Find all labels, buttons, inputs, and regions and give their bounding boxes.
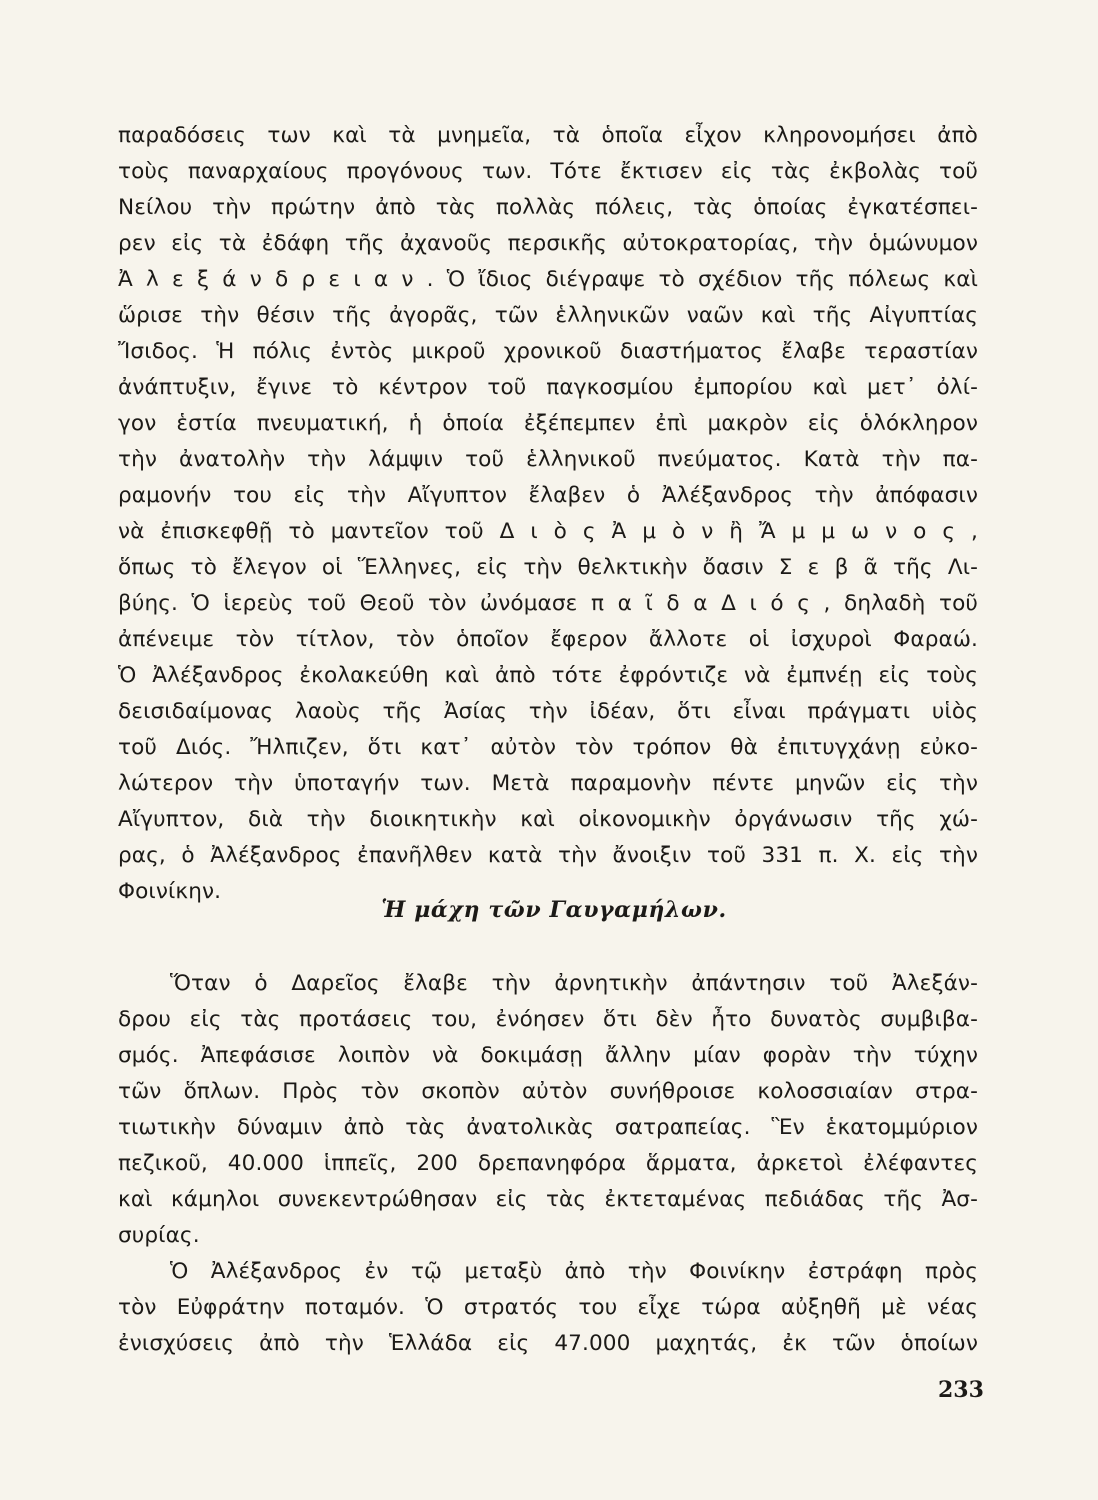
text-line: τὴν ἀνατολὴν τὴν λάμψιν τοῦ ἑλληνικοῦ πνεύματος. Κατὰ τὴν πα- [118, 447, 978, 472]
text-line: Φοινίκην. [118, 879, 222, 904]
text-line: ὥρισε τὴν θέσιν τῆς ἀγορᾶς, τῶν ἑλληνικῶν ναῶν καὶ τῆς Αἰγυπτίας [118, 303, 978, 328]
text-line: καὶ κάμηλοι συνεκεντρώθησαν εἰς τὰς ἐκτεταμένας πεδιάδας τῆς Ἀσ- [118, 1187, 978, 1212]
text-line: ἀνάπτυξιν, ἔγινε τὸ κέντρον τοῦ παγκοσμίου ἐμπορίου καὶ μετ᾽ ὀλί- [118, 375, 978, 400]
text-line: Ἴσιδος. Ἡ πόλις ἐντὸς μικροῦ χρονικοῦ διαστήματος ἔλαβε τεραστίαν [118, 339, 978, 364]
text-line: δεισιδαίμονας λαοὺς τῆς Ἀσίας τὴν ἰδέαν, ὅτι εἶναι πράγματι υἱὸς [118, 699, 978, 724]
text-line: συρίας. [118, 1223, 200, 1248]
section-heading: Ἡ μάχη τῶν Γαυγαμήλων. [381, 897, 727, 923]
text-line: Ὁ Ἀλέξανδρος ἐν τῷ μεταξὺ ἀπὸ τὴν Φοινίκην ἐστράφη πρὸς [170, 1259, 978, 1284]
text-line: ἀπένειμε τὸν τίτλον, τὸν ὁποῖον ἔφερον ἄλλοτε οἱ ἰσχυροὶ Φαραώ. [118, 627, 978, 652]
text-line: σμός. Ἀπεφάσισε λοιπὸν νὰ δοκιμάσῃ ἄλλην μίαν φορὰν τὴν τύχην [118, 1043, 978, 1068]
text-line: δρου εἰς τὰς προτάσεις του, ἐνόησεν ὅτι δὲν ἦτο δυνατὸς συμβιβα- [118, 1007, 978, 1032]
paragraph-1 [118, 118, 978, 910]
text-line: Ἀ λ ε ξ ά ν δ ρ ε ι α ν . Ὁ ἴδιος διέγραψε τὸ σχέδιον τῆς πόλεως καὶ [118, 267, 978, 292]
text-line: Ὁ Ἀλέξανδρος ἐκολακεύθη καὶ ἀπὸ τότε ἐφρόντιζε νὰ ἐμπνέῃ εἰς τοὺς [118, 663, 978, 688]
text-line: Νείλου τὴν πρώτην ἀπὸ τὰς πολλὰς πόλεις, τὰς ὁποίας ἐγκατέσπει- [118, 195, 978, 220]
text-line: γον ἑστία πνευματική, ἡ ὁποία ἐξέπεμπεν ἐπὶ μακρὸν εἰς ὁλόκληρον [118, 411, 978, 436]
paragraph-3 [118, 1254, 978, 1362]
text-line: νὰ ἐπισκεφθῇ τὸ μαντεῖον τοῦ Δ ι ὸ ς Ἀ μ ὸ ν ἢ Ἄ μ μ ω ν ο ς , [118, 519, 978, 544]
page-number: 233 [938, 1377, 984, 1403]
text-line: Αἴγυπτον, διὰ τὴν διοικητικὴν καὶ οἰκονομικὴν ὀργάνωσιν τῆς χώ- [118, 807, 978, 832]
text-line: τὸν Εὐφράτην ποταμόν. Ὁ στρατός του εἶχε τώρα αὐξηθῆ μὲ νέας [118, 1295, 978, 1320]
text-line: ρεν εἰς τὰ ἐδάφη τῆς ἀχανοῦς περσικῆς αὐτοκρατορίας, τὴν ὁμώνυμον [118, 231, 978, 256]
text-line: ρας, ὁ Ἀλέξανδρος ἐπανῆλθεν κατὰ τὴν ἄνοιξιν τοῦ 331 π. Χ. εἰς τὴν [118, 843, 978, 868]
text-line: τοῦ Διός. Ἤλπιζεν, ὅτι κατ᾽ αὐτὸν τὸν τρόπον θὰ ἐπιτυγχάνῃ εὐκο- [118, 735, 978, 760]
text-line: παραδόσεις των καὶ τὰ μνημεῖα, τὰ ὁποῖα εἶχον κληρονομήσει ἀπὸ [118, 123, 978, 148]
text-line: βύης. Ὁ ἱερεὺς τοῦ Θεοῦ τὸν ὠνόμασε π α ῖ δ α Δ ι ό ς , δηλαδὴ τοῦ [118, 591, 978, 616]
text-line: ὅπως τὸ ἔλεγον οἱ Ἕλληνες, εἰς τὴν θελκτικὴν ὄασιν Σ ε β ᾶ τῆς Λι- [118, 555, 978, 580]
text-line: τοὺς παναρχαίους προγόνους των. Τότε ἔκτισεν εἰς τὰς ἐκβολὰς τοῦ [118, 159, 978, 184]
paragraph-2 [118, 966, 978, 1254]
text-line: ἐνισχύσεις ἀπὸ τὴν Ἑλλάδα εἰς 47.000 μαχητάς, ἐκ τῶν ὁποίων [118, 1331, 978, 1356]
text-line: τιωτικὴν δύναμιν ἀπὸ τὰς ἀνατολικὰς σατραπείας. Ἓν ἑκατομμύριον [118, 1115, 978, 1140]
text-line: ραμονήν του εἰς τὴν Αἴγυπτον ἔλαβεν ὁ Ἀλέξανδρος τὴν ἀπόφασιν [118, 483, 978, 508]
text-line: πεζικοῦ, 40.000 ἱππεῖς, 200 δρεπανηφόρα ἅρματα, ἀρκετοὶ ἐλέφαντες [118, 1151, 978, 1176]
text-line: λώτερον τὴν ὑποταγήν των. Μετὰ παραμονὴν πέντε μηνῶν εἰς τὴν [118, 771, 978, 796]
text-line: Ὅταν ὁ Δαρεῖος ἔλαβε τὴν ἀρνητικὴν ἀπάντησιν τοῦ Ἀλεξάν- [170, 971, 978, 996]
text-line: τῶν ὅπλων. Πρὸς τὸν σκοπὸν αὐτὸν συνήθροισε κολοσσιαίαν στρα- [118, 1079, 978, 1104]
